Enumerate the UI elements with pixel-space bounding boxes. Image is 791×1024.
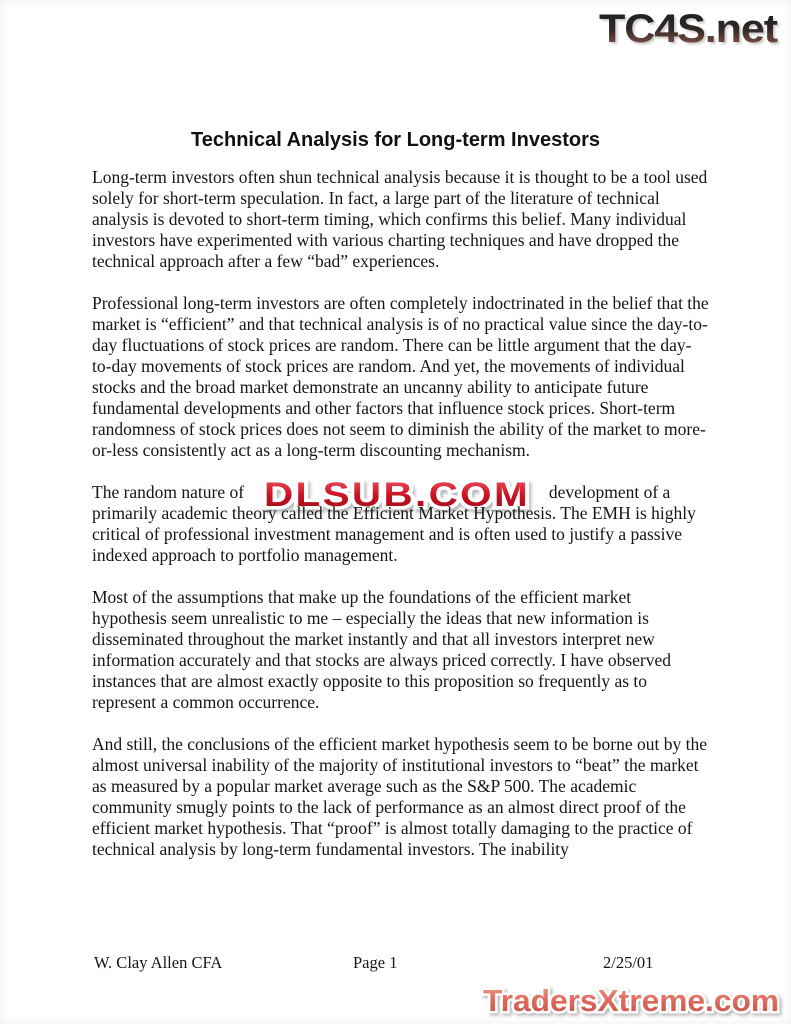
paragraph-5: And still, the conclusions of the efficient market hypothesis seem to be borne out by the almost universal inability of the majority of institutional investors to “beat” the market as measured by a popular market average such as the S&P 500. The academic community smugly points to the lack of performance as an almost direct proof of the efficient market hypothesis. That “proof” is almost totally damaging to the practice of technical analysis by long-term fundamental investors. The inability — [92, 734, 707, 859]
paragraph-3 — [92, 475, 710, 566]
footer-date: 2/25/01 — [603, 953, 654, 972]
paragraph-3-first-line — [92, 475, 710, 514]
tc4s-logo-text: TC4S.net — [599, 7, 778, 51]
paragraph-4: Most of the assumptions that make up the foundations of the efficient market hypothesis seem unrealistic to me – especially the ideas that new information is disseminated throughout the market instantly and that all investors interpret new information accurately and that stocks are always priced correctly. I have observed instances that are almost exactly opposite to this proposition so frequently as to represent a common occurrence. — [92, 587, 672, 712]
tc4s-logo — [588, 2, 788, 54]
tradersxtreme-logo-text: TradersXtreme.com — [483, 983, 779, 1018]
page-title: Technical Analysis for Long-term Investors — [191, 129, 600, 151]
paragraph-3-tail: development of a — [548, 482, 671, 502]
tradersxtreme-logo — [473, 980, 789, 1022]
page-footer — [92, 953, 710, 975]
paragraph-3-lead: The random nature of — [92, 482, 245, 502]
paragraph-3-rest: primarily academic theory called the Efficient Market Hypothesis. The EMH is highly critical of professional investment management and is often used to justify a passive indexed approach to portfolio management. — [92, 503, 696, 565]
document-body — [92, 167, 710, 881]
paragraph-1: Long-term investors often shun technical analysis because it is thought to be a tool used solely for short-term speculation. In fact, a large part of the literature of technical analysis is devoted to short-term timing, which confirms this belief. Many individual investors have experimented with various charting techniques and have dropped the technical approach after a few “bad” experiences. — [92, 167, 708, 271]
footer-author: W. Clay Allen CFA — [94, 953, 223, 972]
paragraph-2: Professional long-term investors are often completely indoctrinated in the belief that the market is “efficient” and that technical analysis is of no practical value since the day-to-day fluctuations of stock prices are random. There can be little argument that the day-to-day movements of stock prices are random. And yet, the movements of individual stocks and the broad market demonstrate an uncanny ability to anticipate future fundamental developments and other factors that influence stock prices. Short-term randomness of stock prices does not seem to diminish the ability of the market to more-or-less consistently act as a long-term discounting mechanism. — [92, 293, 709, 460]
dlsub-watermark-text: DLSUB.COM — [264, 475, 531, 514]
footer-page-number: Page 1 — [353, 953, 398, 972]
